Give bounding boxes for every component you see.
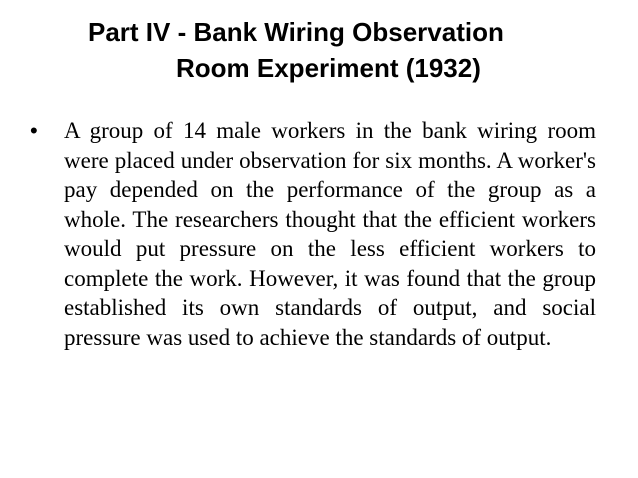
bullet-item	[28, 116, 596, 352]
slide-title	[40, 14, 600, 86]
slide-title-line-1: Part IV - Bank Wiring Observation	[88, 17, 504, 47]
slide-title-line-2: Room Experiment (1932)	[176, 53, 481, 83]
bullet-list	[28, 116, 596, 352]
bullet-text: A group of 14 male workers in the bank wiring room were placed under observation for six months. A worker's pay depended on the performance of the group as a whole. The researchers thought that the efficient workers would put pressure on the less efficient workers to complete the work. However, it was found that the group established its own standards of output, and social pressure was used to achieve the standards of output.	[64, 118, 596, 350]
bullet-icon: •	[30, 118, 38, 143]
